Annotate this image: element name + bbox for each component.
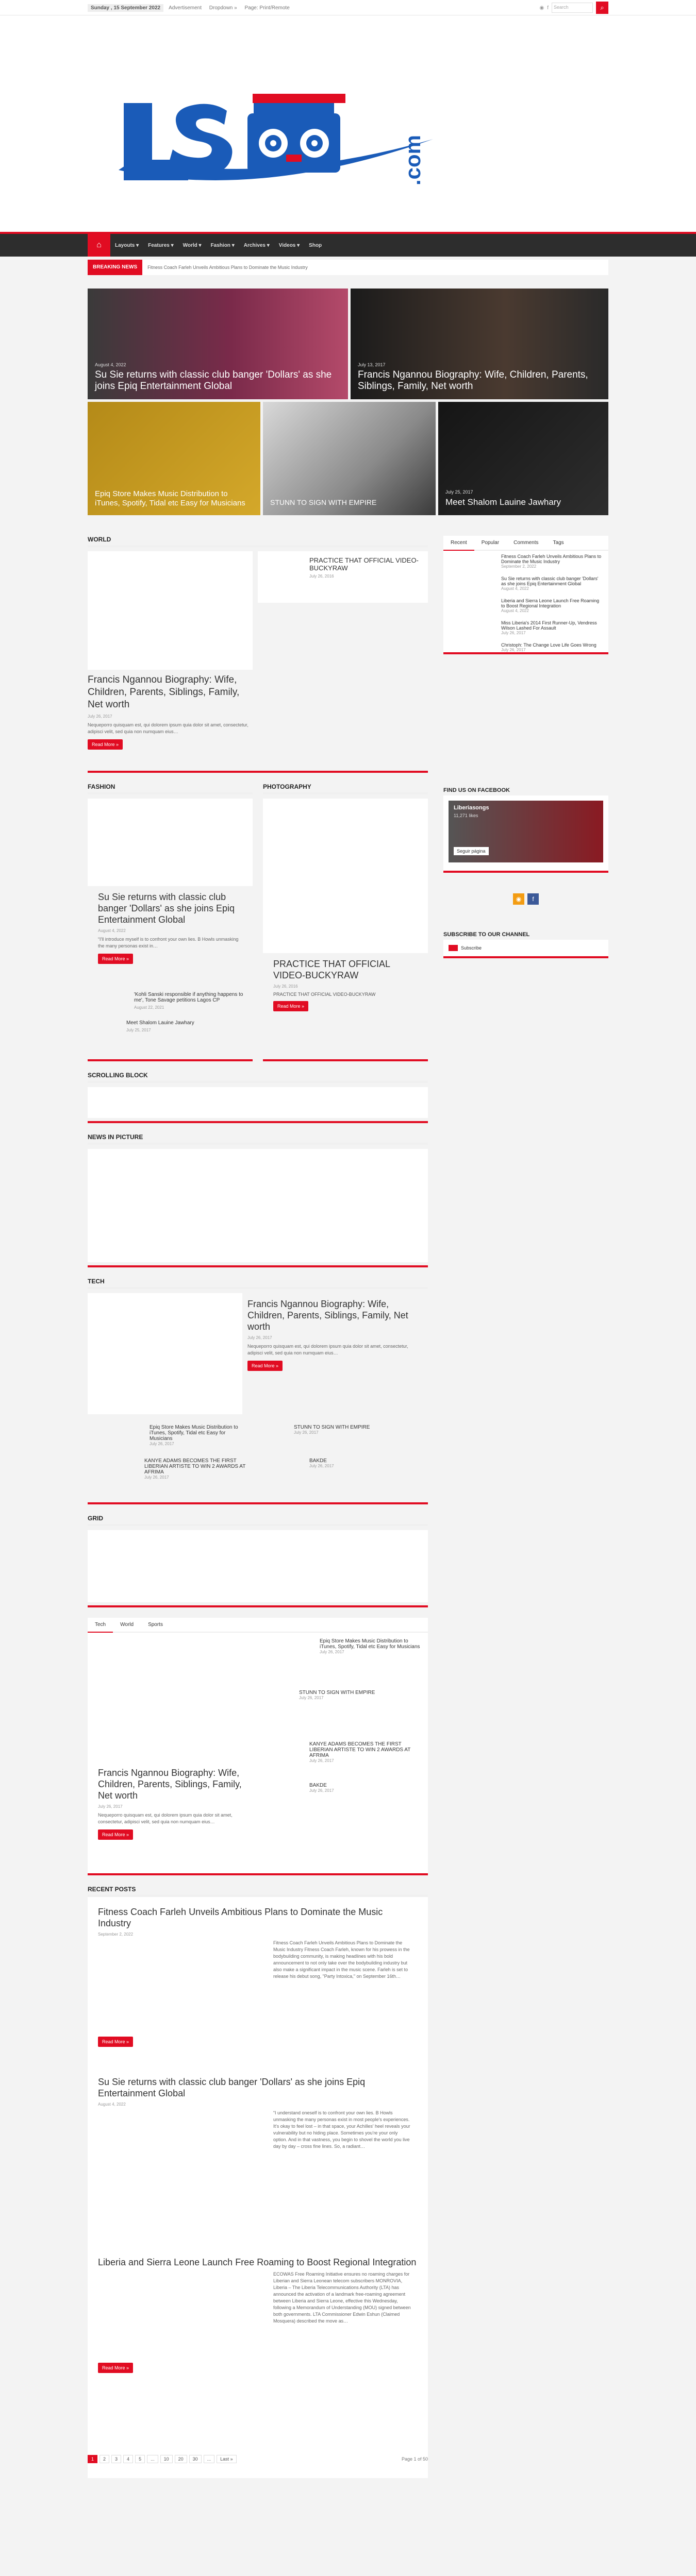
svg-text:.com: .com	[401, 134, 425, 185]
post-meta: July 26, 2017	[98, 1804, 123, 1809]
section-tabs	[88, 1618, 428, 1633]
post-title[interactable]: Meet Shalom Lauine Jawhary	[126, 1020, 194, 1026]
facebook-likes: 11,271 likes	[454, 813, 478, 818]
search-button[interactable]	[596, 2, 608, 14]
post-title[interactable]: Epiq Store Makes Music Distribution to iTunes, Spotify, Tidal etc Easy for Musicians	[150, 1425, 238, 1442]
post-meta: July 26, 2017	[150, 1442, 174, 1446]
news-in-picture-section	[88, 1133, 428, 1267]
nav-item-world[interactable]: World ▾	[183, 242, 202, 248]
subscribe-button[interactable]: Subscribe	[461, 945, 482, 951]
slide-title: Francis Ngannou Biography: Wife, Children, Parents, Siblings, Family, Net worth	[358, 369, 588, 392]
tab-popular[interactable]: Popular	[481, 540, 500, 546]
section-title: RECENT POSTS	[88, 1886, 428, 1897]
post-meta: August 4, 2022	[501, 586, 529, 591]
featured-slider	[88, 289, 608, 515]
facebook-icon[interactable]: f	[547, 5, 549, 11]
post-meta: July 26, 2017	[309, 1758, 334, 1763]
nav-item-archives[interactable]: Archives ▾	[243, 242, 270, 248]
post-excerpt: Nequeporro quisquam est, qui dolorem ipsum quia dolor sit amet, consectetur, adipisci velit, sed quia non numquam eius…	[98, 1812, 233, 1824]
post-thumbnail[interactable]	[88, 1293, 242, 1414]
post-meta: July 26, 2017	[299, 1696, 324, 1700]
slide-date: August 4, 2022	[95, 362, 126, 367]
nav-item-shop[interactable]: Shop	[309, 242, 322, 248]
scrolling-content[interactable]	[88, 1087, 428, 1118]
section-title: WORLD	[88, 536, 428, 547]
page-link[interactable]: 10	[160, 2455, 173, 2463]
post-excerpt: Nequeporro quisquam est, qui dolorem ipsum quia dolor sit amet, consectetur, adipisci velit, sed quia non numquam eius…	[247, 1344, 408, 1355]
read-more-button[interactable]: Read More »	[98, 1829, 133, 1840]
read-more-button[interactable]: Read More »	[273, 1001, 308, 1011]
post-subtitle: PRACTICE THAT OFFICIAL VIDEO-BUCKYRAW	[273, 992, 376, 997]
post-title[interactable]: KANYE ADAMS BECOMES THE FIRST LIBERIAN ARTISTE TO WIN 2 AWARDS AT AFRIMA	[144, 1458, 246, 1475]
tab-tech[interactable]: Tech	[88, 1618, 113, 1633]
post-thumbnail[interactable]	[98, 2110, 263, 2223]
rss-icon[interactable]: ◉	[539, 5, 544, 11]
page-count: Page 1 of 50	[401, 2456, 428, 2462]
section-title: FASHION	[88, 783, 253, 794]
page-link[interactable]: 4	[123, 2455, 133, 2463]
featured-slide[interactable]	[88, 289, 348, 399]
facebook-page-name: Liberiasongs	[454, 805, 489, 811]
top-links	[169, 5, 296, 11]
search-input[interactable]: Search	[552, 3, 593, 13]
post-meta: July 26, 2016	[309, 574, 334, 579]
post-meta: July 26, 2017	[309, 1788, 334, 1793]
post-thumbnail[interactable]	[98, 2271, 263, 2359]
section-title: TECH	[88, 1278, 428, 1289]
read-more-button[interactable]: Read More »	[88, 739, 123, 750]
post-title[interactable]: KANYE ADAMS BECOMES THE FIRST LIBERIAN ARTISTE TO WIN 2 AWARDS AT AFRIMA	[309, 1741, 411, 1758]
slide-date: July 25, 2017	[445, 489, 473, 495]
post-title[interactable]: Su Sie returns with classic club banger 'Dollars' as she joins Epiq Entertainment Global	[98, 2077, 366, 2098]
main-nav	[0, 232, 696, 257]
post-excerpt: ECOWAS Free Roaming Initiative ensures no roaming charges for Liberian and Sierra Leonean telecom subscribers MONROVIA, Liberia – The Liberia Telecommunications Authority (LTA) has announced the activation of a landmark free-roaming agreement between Liberia and Sierra Leone, effective this Wednesday, following a Memorandum of Understanding (MOU) signed between both governments. LTA Commissioner Edwin Eshun (Claimed Mosquera) described the move as…	[273, 2272, 411, 2324]
section-title: NEWS IN PICTURE	[88, 1133, 428, 1145]
sidebar-post-title[interactable]: Fitness Coach Farleh Unveils Ambitious Plans to Dominate the Music Industry	[501, 554, 602, 564]
post-meta: July 26, 2017	[144, 1475, 169, 1480]
page-link[interactable]: 5	[135, 2455, 145, 2463]
recent-posts-section	[88, 1886, 428, 2478]
post-title[interactable]: Epiq Store Makes Music Distribution to iTunes, Spotify, Tidal etc Easy for Musicians	[320, 1638, 420, 1650]
facebook-follow-button[interactable]: Seguir página	[454, 847, 489, 855]
section-title: GRID	[88, 1515, 428, 1526]
post-thumbnail[interactable]	[263, 799, 428, 953]
page-ellipsis: ...	[147, 2455, 158, 2463]
today-date: Sunday , 15 September 2022	[88, 4, 163, 12]
post-meta: July 26, 2017	[501, 648, 526, 652]
post-title[interactable]: STUNN TO SIGN WITH EMPIRE	[299, 1690, 375, 1696]
tech-section	[88, 1278, 428, 1504]
tab-tags[interactable]: Tags	[553, 540, 564, 546]
fashion-section	[88, 783, 253, 1061]
site-header	[0, 15, 696, 232]
page-ellipsis: ...	[204, 2455, 215, 2463]
site-logo[interactable]	[103, 82, 443, 201]
post-meta: July 26, 2017	[88, 714, 112, 719]
widget-title: SUBSCRIBE TO OUR CHANNEL	[443, 931, 530, 938]
home-icon: ⌂	[96, 241, 102, 249]
nav-item-videos[interactable]: Videos ▾	[278, 242, 300, 248]
post-meta: August 4, 2022	[501, 608, 529, 613]
tab-world[interactable]: World	[120, 1622, 134, 1628]
tab-recent[interactable]: Recent	[443, 536, 474, 551]
read-more-button[interactable]: Read More »	[98, 2363, 133, 2373]
nav-item-fashion[interactable]: Fashion ▾	[210, 242, 235, 248]
tab-comments[interactable]: Comments	[513, 540, 539, 546]
post-thumbnail[interactable]	[88, 551, 253, 670]
sidebar-post-title[interactable]: Liberia and Sierra Leone Launch Free Roaming to Boost Regional Integration	[501, 598, 600, 608]
scrolling-section	[88, 1072, 428, 1123]
featured-slide[interactable]	[438, 402, 608, 515]
sidebar-post-title[interactable]: Su Sie returns with classic club banger 'Dollars' as she joins Epiq Entertainment Global	[501, 576, 599, 586]
grid-content[interactable]	[88, 1530, 428, 1602]
post-title[interactable]: Su Sie returns with classic club banger 'Dollars' as she joins Epiq Entertainment Global	[98, 892, 235, 925]
post-excerpt: Fitness Coach Farleh Unveils Ambitious Plans to Dominate the Music Industry Fitness Coach Farleh, known for his prowess in the bodybuilding community, is making headlines with his bold announcement to not only take over the bodybuilding industry but also make a significant impact in the music scene. Farleh is set to release his debut song, "Party Intoxica," on September 16th…	[273, 1940, 410, 1979]
post-title[interactable]: Liberia and Sierra Leone Launch Free Roaming to Boost Regional Integration	[98, 2257, 417, 2267]
facebook-icon[interactable]: f	[527, 893, 539, 905]
search-icon: ⌕	[600, 4, 604, 11]
post-title[interactable]: PRACTICE THAT OFFICIAL VIDEO-BUCKYRAW	[273, 959, 390, 980]
page-link[interactable]: 3	[111, 2455, 121, 2463]
post-title[interactable]: PRACTICE THAT OFFICIAL VIDEO-BUCKYRAW	[309, 556, 419, 572]
widget-title: FIND US ON FACEBOOK	[443, 787, 510, 793]
featured-slide[interactable]	[351, 289, 608, 399]
slide-title: Epiq Store Makes Music Distribution to iTunes, Spotify, Tidal etc Easy for Musicians	[95, 489, 245, 507]
top-link[interactable]: Advertisement	[169, 5, 202, 11]
tabbed-section	[88, 1618, 428, 1875]
slide-title: Su Sie returns with classic club banger 'Dollars' as she joins Epiq Entertainment Global	[95, 369, 332, 392]
post-meta: August 4, 2022	[98, 928, 126, 933]
post-thumbnail[interactable]	[88, 799, 253, 886]
picture-grid[interactable]	[88, 1149, 428, 1262]
post-excerpt: “I'll introduce myself is to confront your own lies. B Howls unmasking the many personas exist in…	[98, 937, 239, 948]
breaking-news-bar	[88, 260, 608, 275]
breaking-news-text[interactable]: Fitness Coach Farleh Unveils Ambitious Plans to Dominate the Music Industry	[147, 265, 308, 270]
page-link[interactable]: 2	[100, 2455, 109, 2463]
nav-item-layouts[interactable]: Layouts ▾	[115, 242, 139, 248]
post-meta: September 2, 2022	[98, 1932, 134, 1937]
rss-icon[interactable]: ◉	[513, 893, 524, 905]
post-title[interactable]: BAKDE	[309, 1458, 327, 1464]
read-more-button[interactable]: Read More »	[98, 954, 133, 964]
post-title[interactable]: Francis Ngannou Biography: Wife, Children, Parents, Siblings, Family, Net worth	[98, 1768, 242, 1801]
photography-section	[263, 783, 428, 1061]
page-link[interactable]: 1	[88, 2455, 97, 2463]
page-link[interactable]: 20	[175, 2455, 187, 2463]
post-meta: August 4, 2022	[98, 2102, 126, 2107]
post-title[interactable]: Fitness Coach Farleh Unveils Ambitious Plans to Dominate the Music Industry	[98, 1907, 383, 1928]
post-excerpt: Nequeporro quisquam est, qui dolorem ipsum quia dolor sit amet, consectetur, adipisci velit, sed quia non numquam eius…	[88, 722, 248, 734]
top-bar	[0, 0, 696, 15]
post-title[interactable]: BAKDE	[309, 1783, 327, 1788]
world-section	[88, 536, 428, 773]
post-title[interactable]: Francis Ngannou Biography: Wife, Children, Parents, Siblings, Family, Net worth	[88, 674, 240, 710]
featured-slide[interactable]	[263, 402, 436, 515]
post-meta: July 26, 2016	[273, 984, 298, 989]
post-title[interactable]: Francis Ngannou Biography: Wife, Children, Parents, Siblings, Family, Net worth	[247, 1299, 408, 1332]
post-excerpt: “I understand oneself is to confront your own lies. B Howls unmasking the many personas exist in most people's experiences. It's okay to feel lost – in that space, your Achilles' heel reveals your vulnerability but no hiding place. Sometimes you're your only option. And in that vastness, you begin to shovel the world you live day by day – cross fine lines. So, a radiant…	[273, 2110, 410, 2149]
read-more-button[interactable]: Read More »	[247, 1361, 283, 1371]
page-link[interactable]: 30	[189, 2455, 202, 2463]
post-meta: July 26, 2017	[294, 1430, 319, 1435]
grid-section	[88, 1515, 428, 1607]
post-title[interactable]: STUNN TO SIGN WITH EMPIRE	[294, 1425, 370, 1430]
slide-title: STUNN TO SIGN WITH EMPIRE	[270, 498, 377, 506]
section-title: PHOTOGRAPHY	[263, 783, 428, 794]
sidebar-tabs-widget	[443, 536, 608, 654]
post-title[interactable]: 'Kohli Sanski responsible if anything happens to me', Tone Savage petitions Lagos CP	[134, 992, 243, 1003]
top-link[interactable]: Dropdown »	[209, 5, 237, 11]
read-more-button[interactable]: Read More »	[98, 2037, 133, 2047]
youtube-icon	[449, 945, 458, 951]
post-meta: July 26, 2017	[309, 1464, 334, 1468]
tab-sports[interactable]: Sports	[148, 1622, 163, 1628]
post-meta: July 26, 2017	[320, 1650, 344, 1654]
post-meta: August 22, 2021	[134, 1005, 164, 1010]
post-thumbnail[interactable]	[98, 1940, 263, 2032]
post-meta: July 26, 2017	[501, 631, 526, 635]
facebook-widget	[443, 783, 608, 917]
post-meta: July 26, 2017	[247, 1335, 272, 1340]
section-title: SCROLLING BLOCK	[88, 1072, 428, 1083]
post-meta: July 25, 2017	[126, 1028, 151, 1032]
post-meta: September 2, 2022	[501, 564, 537, 569]
nav-item-features[interactable]: Features ▾	[148, 242, 174, 248]
featured-slide[interactable]	[88, 402, 260, 515]
sidebar-post-title[interactable]: Miss Liberia's 2014 First Runner-Up, Vendress Wilson Lashed For Assault	[501, 620, 597, 631]
home-button[interactable]	[88, 234, 110, 257]
top-link[interactable]: Page: Print/Remote	[244, 5, 290, 11]
slide-date: July 13, 2017	[358, 362, 386, 367]
subscribe-widget	[443, 927, 608, 958]
pagination	[88, 2455, 428, 2463]
slide-title: Meet Shalom Lauine Jawhary	[445, 497, 561, 507]
breaking-news-label: BREAKING NEWS	[88, 260, 142, 275]
page-last[interactable]: Last »	[217, 2455, 237, 2463]
facebook-page-box[interactable]	[443, 795, 608, 873]
sidebar-post-title[interactable]: Christoph: The Change Love Life Goes Wrong	[501, 642, 596, 648]
